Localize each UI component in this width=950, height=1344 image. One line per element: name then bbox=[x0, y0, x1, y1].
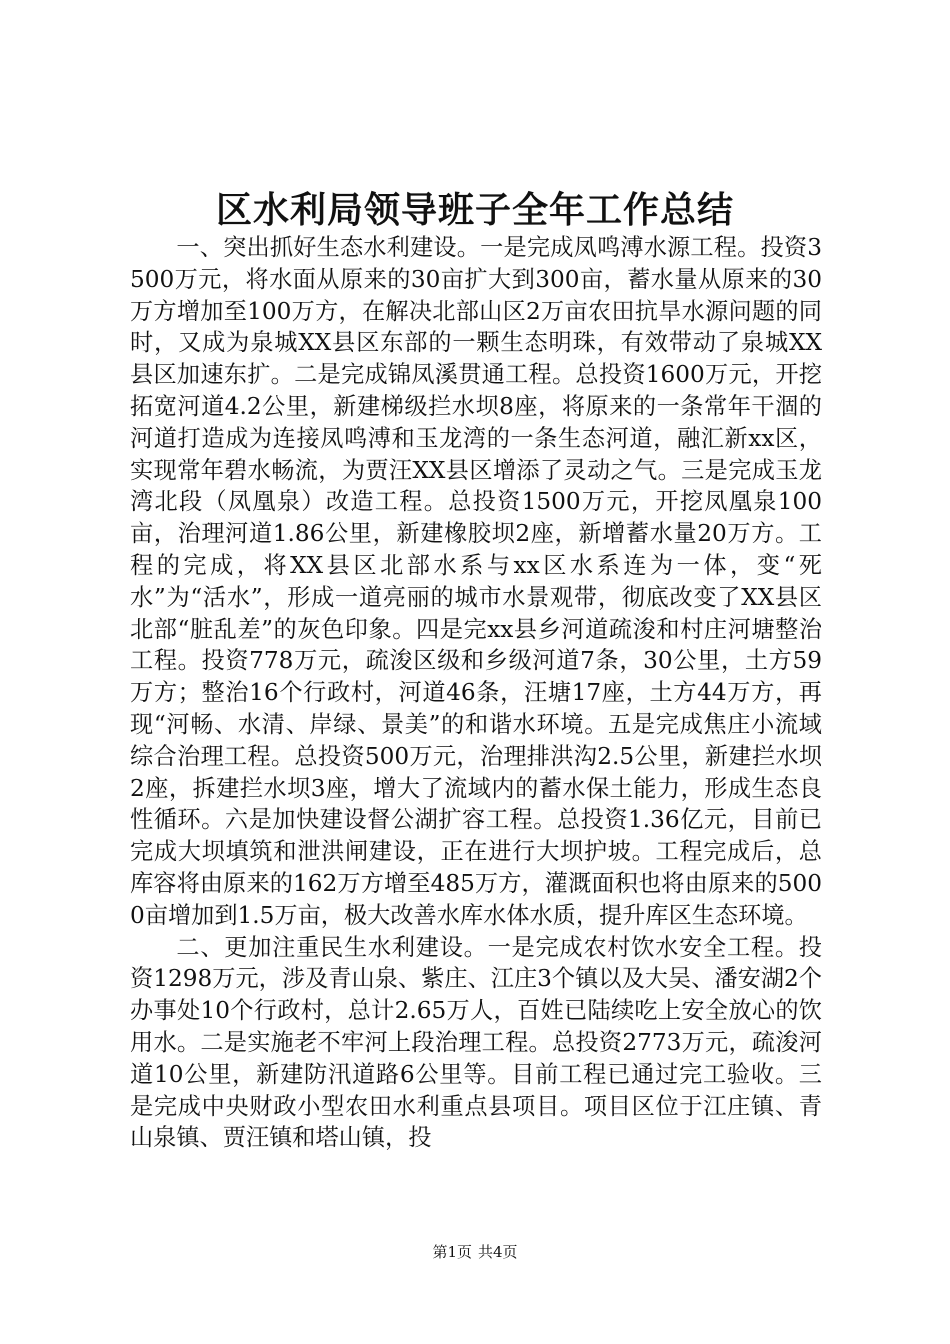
document-body bbox=[130, 232, 822, 1154]
body-paragraph-2: 二、更加注重民生水利建设。一是完成农村饮水安全工程。投资1298万元，涉及青山泉、紫庄、江庄3个镇以及大吴、潘安湖2个办事处10个行政村，总计2.65万人，百姓已陆续吃上安全放心的饮用水。二是实施老不牢河上段治理工程。总投资2773万元，疏浚河道10公里，新建防汛道路6公里等。目前工程已通过完工验收。三是完成中央财政小型农田水利重点县项目。项目区位于江庄镇、青山泉镇、贾汪镇和塔山镇，投 bbox=[130, 933, 822, 1152]
page-total: 共4页 bbox=[478, 1243, 518, 1261]
document-title: 区水利局领导班子全年工作总结 bbox=[215, 189, 734, 231]
page-footer bbox=[0, 1241, 950, 1263]
body-paragraph-1: 一、突出抓好生态水利建设。一是完成凤鸣溥水源工程。投资3500万元，将水面从原来的30亩扩大到300亩，蓄水量从原来的30万方增加至100万方，在解决北部山区2万亩农田抗旱水源问题的同时，又成为泉城XX县区东部的一颗生态明珠，有效带动了泉城XX县区加速东扩。二是完成锦凤溪贯通工程。总投资1600万元，开挖拓宽河道4.2公里，新建梯级拦水坝8座，将原来的一条常年干涸的河道打造成为连接凤鸣溥和玉龙湾的一条生态河道，融汇新xx区，实现常年碧水畅流，为贾汪XX县区增添了灵动之气。三是完成玉龙湾北段（凤凰泉）改造工程。总投资1500万元，开挖凤凰泉100亩，治理河道1.86公里，新建橡胶坝2座，新增蓄水量20万方。工程的完成，将XX县区北部水系与xx区水系连为一体，变“死水”为“活水”，形成一道亮丽的城市水景观带，彻底改变了XX县区北部“脏乱差”的灰色印象。四是完xx县乡河道疏浚和村庄河塘整治工程。投资778万元，疏浚区级和乡级河道7条，30公里，土方59万方；整治16个行政村，河道46条，汪塘17座，土方44万方，再现“河畅、水清、岸绿、景美”的和谐水环境。五是完成焦庄小流域综合治理工程。总投资500万元，治理排洪沟2.5公里，新建拦水坝2座，拆建拦水坝3座，增大了流域内的蓄水保土能力，形成生态良性循环。六是加快建设督公湖扩容工程。总投资1.36亿元，目前已完成大坝填筑和泄洪闸建设，正在进行大坝护坡。工程完成后，总库容将由原来的162万方增至485万方，灌溉面积也将由原来的5000亩增加到1.5万亩，极大改善水库水体水质，提升库区生态环境。 bbox=[130, 234, 822, 929]
page-number: 第1页 bbox=[432, 1243, 472, 1261]
